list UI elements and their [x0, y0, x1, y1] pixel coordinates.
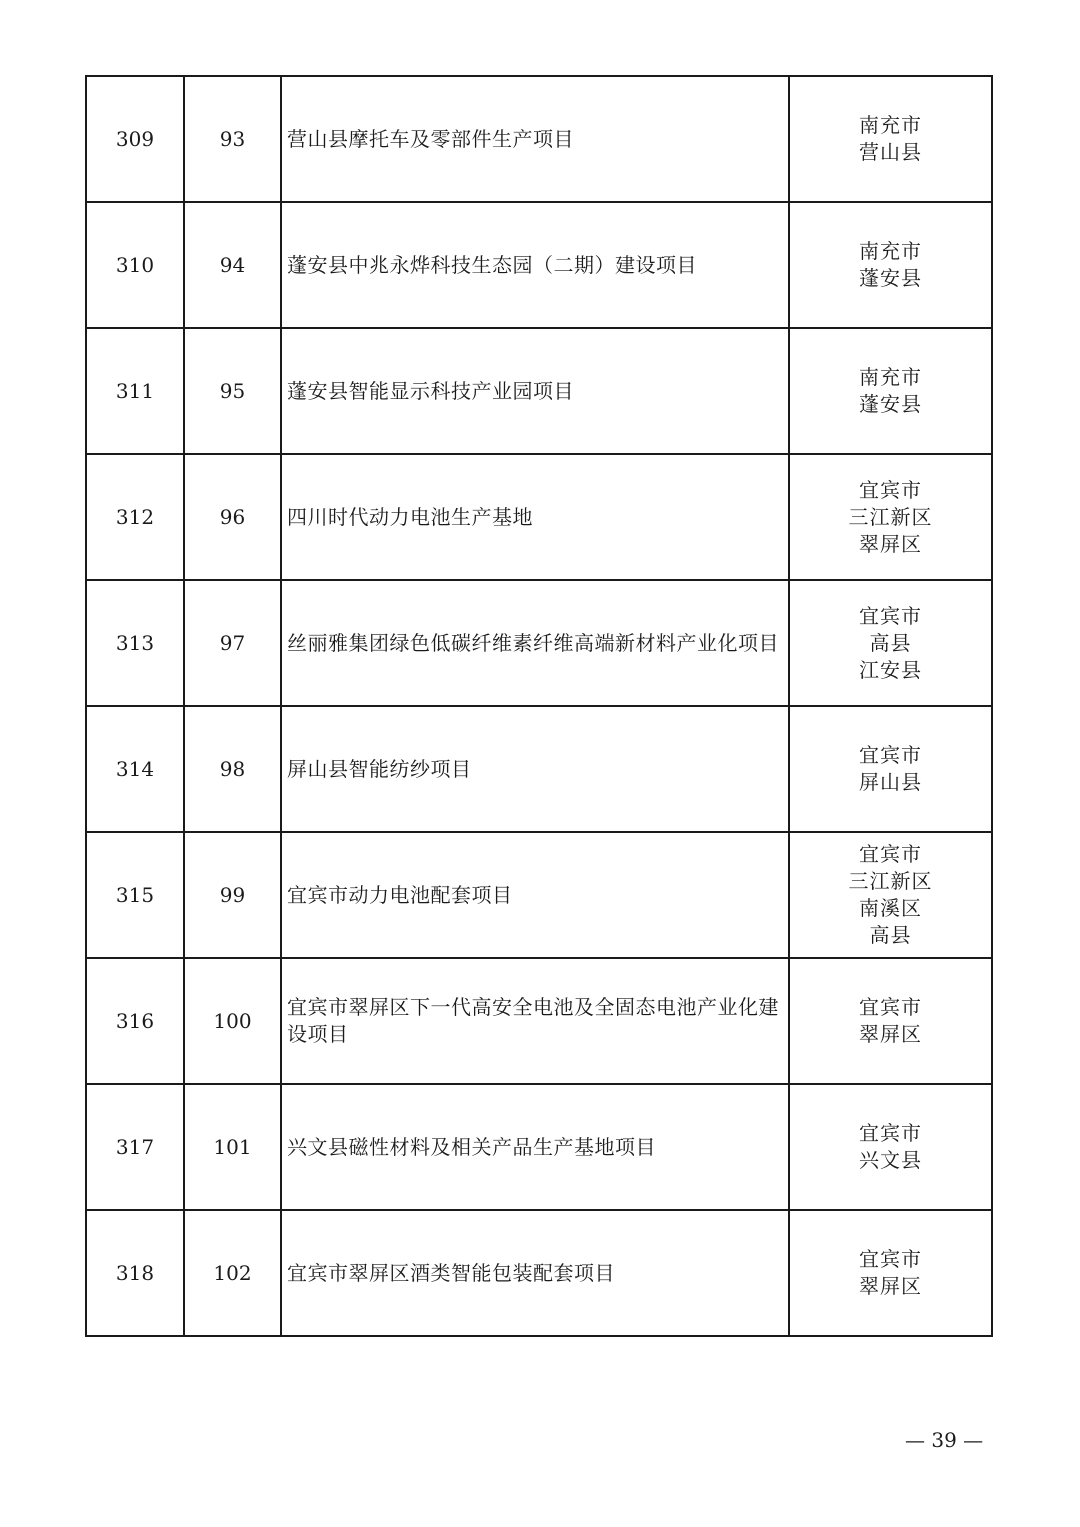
table-row	[86, 958, 992, 1084]
region-cell	[789, 328, 992, 454]
sub-seq-cell: 93	[184, 76, 281, 202]
table-row	[86, 580, 992, 706]
project-name: 屏山县智能纺纱项目	[287, 756, 472, 781]
region-line: 宜宾市	[859, 477, 922, 502]
sub-seq-cell: 96	[184, 454, 281, 580]
page-number: — 39 —	[905, 1428, 984, 1452]
region-line: 宜宾市	[859, 603, 922, 628]
table-row	[86, 706, 992, 832]
region-cell	[789, 706, 992, 832]
table-row	[86, 454, 992, 580]
project-name: 兴文县磁性材料及相关产品生产基地项目	[287, 1134, 656, 1159]
region-line: 南充市	[859, 239, 922, 263]
region-line: 南溪区	[859, 896, 922, 920]
sub-seq-cell: 99	[184, 832, 281, 958]
seq-cell: 317	[86, 1084, 184, 1210]
seq-cell: 311	[86, 328, 184, 454]
region-cell	[789, 76, 992, 202]
seq-cell: 318	[86, 1210, 184, 1336]
seq-cell: 315	[86, 832, 184, 958]
table-row	[86, 832, 992, 958]
sub-seq-cell: 98	[184, 706, 281, 832]
region-line: 屏山县	[859, 770, 922, 794]
region-line: 蓬安县	[859, 392, 922, 416]
region-cell	[789, 958, 992, 1084]
seq-cell: 309	[86, 76, 184, 202]
project-name-cell	[281, 1210, 789, 1336]
project-table-body	[86, 76, 992, 1336]
sub-seq-cell: 95	[184, 328, 281, 454]
sub-seq-cell: 101	[184, 1084, 281, 1210]
region-line: 宜宾市	[859, 1247, 922, 1271]
project-name-cell	[281, 454, 789, 580]
project-name-cell	[281, 958, 789, 1084]
table-row	[86, 328, 992, 454]
region-line: 蓬安县	[859, 266, 922, 290]
region-cell	[789, 1210, 992, 1336]
project-name: 蓬安县中兆永烨科技生态园（二期）建设项目	[287, 252, 697, 277]
region-line: 翠屏区	[859, 1022, 922, 1046]
project-name-cell	[281, 202, 789, 328]
project-name-cell	[281, 76, 789, 202]
project-name: 宜宾市动力电池配套项目	[287, 882, 513, 907]
region-line: 三江新区	[848, 504, 933, 529]
project-name: 宜宾市翠屏区下一代高安全电池及全固态电池产业化建设项目	[287, 995, 779, 1046]
sub-seq-cell: 100	[184, 958, 281, 1084]
table-row	[86, 1210, 992, 1336]
project-name-cell	[281, 1084, 789, 1210]
sub-seq-cell: 102	[184, 1210, 281, 1336]
region-cell	[789, 832, 992, 958]
region-cell	[789, 1084, 992, 1210]
region-line: 宜宾市	[859, 1121, 922, 1145]
seq-cell: 313	[86, 580, 184, 706]
region-cell	[789, 202, 992, 328]
region-line: 营山县	[859, 140, 922, 164]
seq-cell: 310	[86, 202, 184, 328]
seq-cell: 316	[86, 958, 184, 1084]
region-cell	[789, 454, 992, 580]
table-row	[86, 1084, 992, 1210]
project-name: 蓬安县智能显示科技产业园项目	[287, 378, 574, 403]
region-line: 南充市	[859, 113, 922, 137]
region-cell	[789, 580, 992, 706]
project-name: 四川时代动力电池生产基地	[287, 504, 533, 529]
region-line: 江安县	[859, 657, 922, 682]
sub-seq-cell: 97	[184, 580, 281, 706]
region-line: 宜宾市	[859, 743, 922, 767]
region-line: 三江新区	[848, 869, 933, 893]
region-line: 高县	[869, 923, 912, 947]
table-row	[86, 76, 992, 202]
region-line: 翠屏区	[859, 531, 922, 556]
table-row	[86, 202, 992, 328]
project-name-cell	[281, 832, 789, 958]
region-line: 宜宾市	[859, 995, 922, 1019]
region-line: 高县	[869, 630, 912, 655]
region-line: 宜宾市	[859, 842, 922, 866]
region-line: 南充市	[859, 365, 922, 389]
seq-cell: 312	[86, 454, 184, 580]
sub-seq-cell: 94	[184, 202, 281, 328]
project-table	[85, 75, 993, 1337]
seq-cell: 314	[86, 706, 184, 832]
project-name-cell	[281, 580, 789, 706]
project-name-cell	[281, 706, 789, 832]
project-name: 丝丽雅集团绿色低碳纤维素纤维高端新材料产业化项目	[287, 630, 779, 655]
project-name: 营山县摩托车及零部件生产项目	[287, 126, 574, 151]
region-line: 翠屏区	[859, 1274, 922, 1298]
project-name: 宜宾市翠屏区酒类智能包装配套项目	[287, 1260, 615, 1285]
project-name-cell	[281, 328, 789, 454]
region-line: 兴文县	[859, 1148, 922, 1172]
